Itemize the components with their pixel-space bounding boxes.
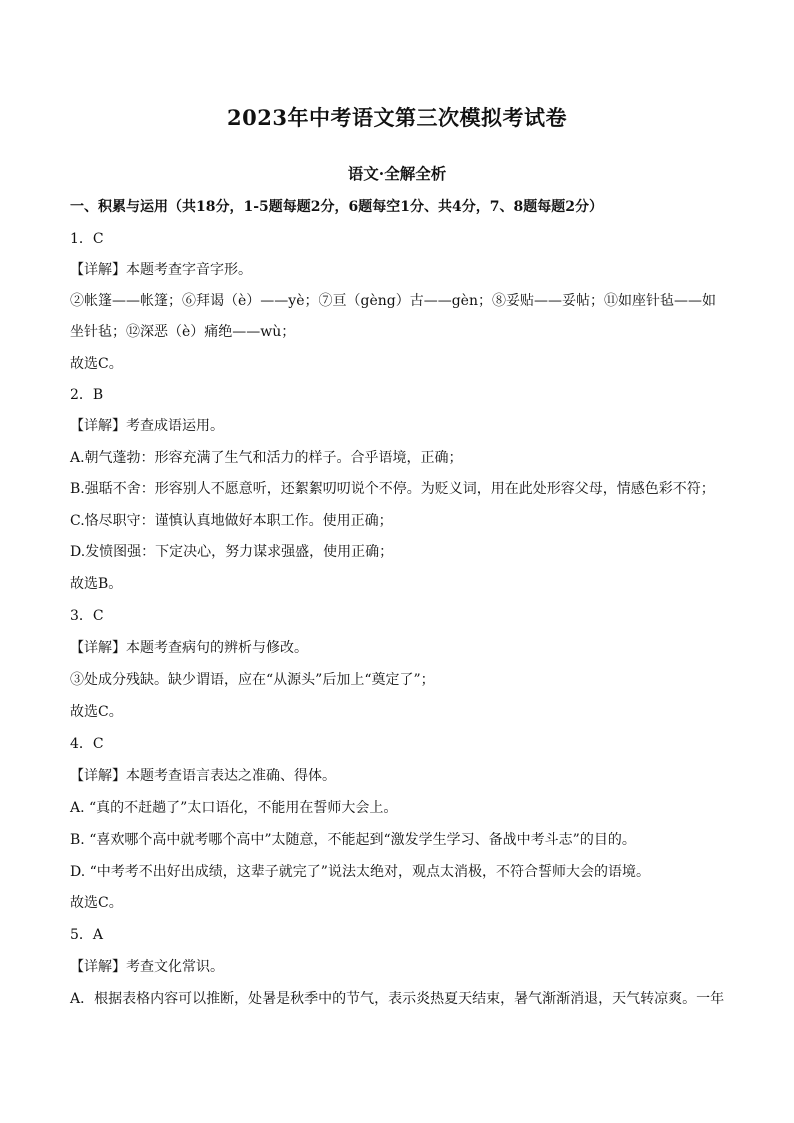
answer-line: B. “喜欢哪个高中就考哪个高中”太随意，不能起到“激发学生学习、备战中考斗志”的目的。: [70, 832, 636, 848]
answer-line: 故选C。: [70, 356, 123, 372]
answer-line: D.发愤图强：下定决心，努力谋求强盛，使用正确；: [70, 544, 394, 560]
answer-line: D. “中考考不出好出成绩，这辈子就完了”说法太绝对，观点太消极，不符合誓师大会的语境。: [70, 864, 650, 880]
answer-line: 坐针毡；⑫深恶（è）痛绝——wù；: [70, 324, 296, 340]
answer-line: 2．B: [70, 387, 104, 403]
answer-line: 故选C。: [70, 895, 123, 911]
answer-line: 5．A: [70, 927, 104, 943]
section-heading: 一、积累与运用（共18分，1-5题每题2分，6题每空1分、共4分，7、8题每题2分）: [70, 199, 603, 215]
answer-line: 4．C: [70, 736, 104, 752]
answer-line: B.强聒不舍：形容别人不愿意听，还絮絮叨叨说个不停。为贬义词，用在此处形容父母，情感色彩不符；: [70, 481, 715, 497]
answer-line: ③处成分残缺。缺少谓语，应在“从源头”后加上“奠定了”；: [70, 672, 435, 688]
answer-line: A．根据表格内容可以推断，处暑是秋季中的节气，表示炎热夏天结束，暑气渐渐消退，天气转凉爽。一年: [70, 991, 725, 1007]
answer-line: 故选B。: [70, 576, 123, 592]
answer-line: ②帐篷——帐篷；⑥拜谒（è）——yè；⑦亘（gèng）古——gèn；⑧妥贴——妥帖；⑪如座针毡——如: [70, 293, 716, 309]
answer-line: 3．C: [70, 608, 104, 624]
page-subtitle: 语文·全解全析: [347, 164, 447, 183]
answer-line: 【详解】考查成语运用。: [70, 418, 224, 434]
answer-line: 故选C。: [70, 704, 123, 720]
answer-line: 【详解】考查文化常识。: [70, 959, 224, 975]
answer-line: 【详解】本题考查病句的辨析与修改。: [70, 640, 308, 656]
answer-line: A. “真的不赶趟了”太口语化，不能用在誓师大会上。: [70, 800, 398, 816]
answer-line: C.恪尽职守：谨慎认真地做好本职工作。使用正确；: [70, 513, 393, 529]
answer-line: 【详解】本题考查字音字形。: [70, 262, 252, 278]
answer-line: 1．C: [70, 231, 104, 247]
page-title: 2023年中考语文第三次模拟考试卷: [227, 105, 567, 130]
answer-line: 【详解】本题考查语言表达之准确、得体。: [70, 768, 336, 784]
answer-line: A.朝气蓬勃：形容充满了生气和活力的样子。合乎语境，正确；: [70, 450, 463, 466]
